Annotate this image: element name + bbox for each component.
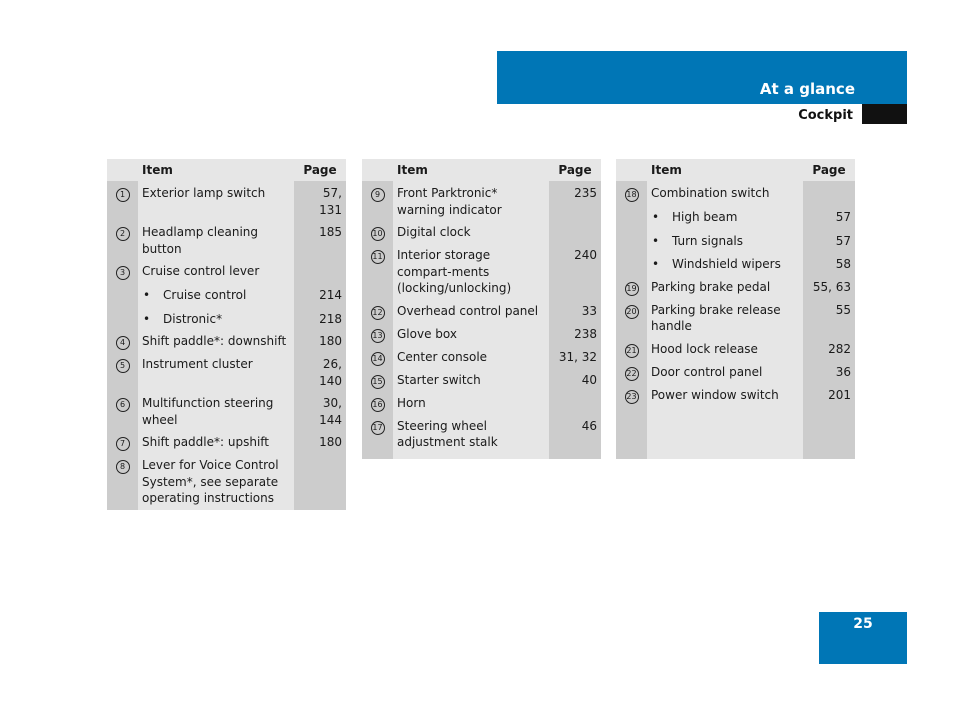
item-label: Shift paddle*: upshift — [142, 435, 270, 449]
item-label: Center console — [397, 349, 488, 364]
table-row — [616, 361, 855, 384]
item-number-cell — [107, 431, 138, 454]
table-row — [107, 330, 346, 353]
page-ref: 185 — [294, 221, 346, 260]
table-row — [107, 454, 346, 510]
item-number-cell — [362, 244, 393, 300]
item-cell — [393, 415, 549, 454]
item-label: Front Parktronic* warning indicator — [397, 186, 502, 217]
circled-number: 3 — [116, 266, 130, 280]
page-ref: 214 — [294, 283, 346, 307]
page-ref: 201 — [803, 384, 855, 407]
item-number-cell — [362, 221, 393, 244]
table-row — [107, 353, 346, 392]
table-header-row — [107, 159, 346, 181]
table-row — [616, 299, 855, 338]
item-label: Door control panel — [651, 364, 763, 379]
page-ref: 238 — [549, 323, 601, 346]
circled-number: 19 — [625, 282, 639, 296]
item-cell — [393, 369, 549, 392]
circled-number: 9 — [371, 188, 385, 202]
page-ref: 57, 131 — [294, 181, 346, 221]
item-number-cell — [362, 181, 393, 221]
item-cell — [647, 229, 803, 253]
table-row — [362, 181, 601, 221]
page-ref: 235 — [549, 181, 601, 221]
item-cell — [138, 454, 294, 510]
header-item: Item — [647, 159, 803, 181]
item-cell — [138, 431, 294, 454]
filler-row — [616, 407, 855, 460]
circled-number: 2 — [116, 227, 130, 241]
item-cell — [138, 181, 294, 221]
table-row — [616, 276, 855, 299]
page-ref: 40 — [549, 369, 601, 392]
sub-item-row — [616, 252, 855, 276]
circled-number: 11 — [371, 250, 385, 264]
sub-item-row — [107, 283, 346, 307]
item-cell — [393, 221, 549, 244]
item-cell — [393, 244, 549, 300]
item-cell — [393, 181, 549, 221]
subsection-tab — [862, 104, 907, 124]
filler-cell — [549, 454, 601, 460]
item-number-cell — [362, 392, 393, 415]
item-cell — [647, 181, 803, 205]
circled-number: 10 — [371, 227, 385, 241]
item-label: Cruise control lever — [142, 264, 260, 278]
table-row — [616, 384, 855, 407]
table-header-row — [616, 159, 855, 181]
page-ref: 180 — [294, 330, 346, 353]
page-ref: 33 — [549, 300, 601, 323]
table-row — [107, 260, 346, 283]
page-ref — [803, 181, 855, 205]
circled-number: 13 — [371, 329, 385, 343]
item-number-cell — [107, 392, 138, 431]
item-cell — [647, 299, 803, 338]
bullet-icon: • — [652, 210, 660, 224]
item-number-cell — [107, 307, 138, 331]
item-label: High beam — [672, 210, 738, 224]
item-number-cell — [616, 229, 647, 253]
page-ref — [294, 454, 346, 510]
circled-number: 12 — [371, 306, 385, 320]
page-ref: 30, 144 — [294, 392, 346, 431]
item-cell — [647, 205, 803, 229]
bullet-icon: • — [143, 311, 151, 326]
index-table-3 — [616, 159, 855, 459]
item-number-cell — [107, 454, 138, 510]
page-ref — [294, 260, 346, 283]
circled-number: 18 — [625, 188, 639, 202]
item-cell — [647, 338, 803, 361]
item-label: Overhead control panel — [397, 303, 539, 318]
filler-cell — [803, 407, 855, 460]
item-cell — [647, 361, 803, 384]
subsection-label: Cockpit — [798, 108, 853, 123]
filler-cell — [393, 454, 549, 460]
page-ref: 55, 63 — [803, 276, 855, 299]
item-label: Turn signals — [672, 233, 744, 248]
bullet-icon: • — [652, 233, 660, 248]
table-row — [362, 415, 601, 454]
item-label: Exterior lamp switch — [142, 186, 266, 200]
item-label: Glove box — [397, 326, 457, 341]
table-row — [362, 221, 601, 244]
item-label: Windshield wipers — [672, 257, 781, 271]
circled-number: 21 — [625, 344, 639, 358]
circled-number: 7 — [116, 437, 130, 451]
page-ref — [549, 392, 601, 415]
table-row — [107, 431, 346, 454]
circled-number: 6 — [116, 398, 130, 412]
circled-number: 4 — [116, 336, 130, 350]
item-label: Combination switch — [651, 186, 770, 200]
item-cell — [647, 276, 803, 299]
sub-item-row — [616, 229, 855, 253]
item-cell — [138, 260, 294, 283]
page-ref — [549, 221, 601, 244]
header-page: Page — [549, 159, 601, 181]
item-label: Distronic* — [163, 311, 223, 326]
filler-cell — [647, 407, 803, 460]
header-page: Page — [294, 159, 346, 181]
item-number-cell — [362, 346, 393, 369]
page-ref: 46 — [549, 415, 601, 454]
item-number-cell — [616, 205, 647, 229]
circled-number: 20 — [625, 305, 639, 319]
item-label: Starter switch — [397, 372, 481, 387]
section-title: At a glance — [759, 80, 855, 98]
item-cell — [138, 330, 294, 353]
page-ref: 218 — [294, 307, 346, 331]
table-row — [616, 181, 855, 205]
item-number-cell — [616, 299, 647, 338]
item-label: Lever for Voice Control System*, see separate operating instructions — [142, 458, 279, 505]
item-label: Parking brake pedal — [651, 279, 771, 294]
page-ref: 57 — [803, 205, 855, 229]
page-number-box — [819, 612, 907, 664]
item-number-cell — [616, 276, 647, 299]
item-cell — [647, 384, 803, 407]
item-cell — [393, 300, 549, 323]
item-number-cell — [107, 260, 138, 283]
table-row — [362, 300, 601, 323]
header-num-cell — [616, 159, 647, 181]
item-cell — [393, 323, 549, 346]
item-number-cell — [362, 323, 393, 346]
item-cell — [647, 252, 803, 276]
item-number-cell — [616, 361, 647, 384]
item-label: Interior storage compart-ments (locking/unlocking) — [397, 248, 512, 295]
item-number-cell — [362, 369, 393, 392]
item-label: Parking brake release handle — [651, 302, 781, 333]
circled-number: 15 — [371, 375, 385, 389]
item-label: Digital clock — [397, 225, 471, 239]
page-ref: 26, 140 — [294, 353, 346, 392]
header-item: Item — [138, 159, 294, 181]
item-cell — [138, 283, 294, 307]
item-number-cell — [107, 221, 138, 260]
item-label: Multifunction steering wheel — [142, 396, 274, 427]
page-ref: 36 — [803, 361, 855, 384]
index-table-2 — [362, 159, 601, 459]
item-cell — [138, 307, 294, 331]
index-table-1 — [107, 159, 346, 510]
table-row — [362, 244, 601, 300]
item-cell — [138, 353, 294, 392]
bullet-icon: • — [652, 257, 660, 271]
item-label: Hood lock release — [651, 341, 758, 356]
sub-item-row — [107, 307, 346, 331]
item-number-cell — [616, 252, 647, 276]
circled-number: 23 — [625, 390, 639, 404]
item-number-cell — [362, 415, 393, 454]
page-ref: 282 — [803, 338, 855, 361]
page-number: 25 — [853, 616, 873, 632]
header-page: Page — [803, 159, 855, 181]
item-label: Steering wheel adjustment stalk — [397, 418, 498, 449]
page-ref: 58 — [803, 252, 855, 276]
item-number-cell — [107, 283, 138, 307]
circled-number: 22 — [625, 367, 639, 381]
circled-number: 14 — [371, 352, 385, 366]
subsection-row — [497, 104, 907, 124]
table-row — [616, 338, 855, 361]
circled-number: 1 — [116, 188, 130, 202]
circled-number: 5 — [116, 359, 130, 373]
item-label: Horn — [397, 395, 426, 410]
item-label: Cruise control — [163, 288, 247, 302]
table-row — [107, 181, 346, 221]
item-label: Shift paddle*: downshift — [142, 334, 287, 348]
item-label: Instrument cluster — [142, 357, 253, 371]
filler-row — [362, 454, 601, 460]
page-ref: 240 — [549, 244, 601, 300]
header-item: Item — [393, 159, 549, 181]
table-row — [362, 369, 601, 392]
item-number-cell — [616, 181, 647, 205]
filler-cell — [362, 454, 393, 460]
item-label: Headlamp cleaning button — [142, 225, 259, 256]
circled-number: 8 — [116, 460, 130, 474]
header-num-cell — [107, 159, 138, 181]
item-number-cell — [362, 300, 393, 323]
table-header-row — [362, 159, 601, 181]
page-ref: 57 — [803, 229, 855, 253]
item-cell — [393, 346, 549, 369]
page-ref: 55 — [803, 299, 855, 338]
item-number-cell — [616, 338, 647, 361]
page-ref: 31, 32 — [549, 346, 601, 369]
table-row — [107, 221, 346, 260]
circled-number: 17 — [371, 421, 385, 435]
header-num-cell — [362, 159, 393, 181]
item-cell — [393, 392, 549, 415]
item-number-cell — [616, 384, 647, 407]
sub-item-row — [616, 205, 855, 229]
table-row — [362, 392, 601, 415]
item-number-cell — [107, 181, 138, 221]
table-row — [107, 392, 346, 431]
circled-number: 16 — [371, 398, 385, 412]
bullet-icon: • — [143, 288, 151, 302]
page-ref: 180 — [294, 431, 346, 454]
table-row — [362, 346, 601, 369]
item-cell — [138, 221, 294, 260]
item-number-cell — [107, 353, 138, 392]
item-number-cell — [107, 330, 138, 353]
item-cell — [138, 392, 294, 431]
table-row — [362, 323, 601, 346]
item-label: Power window switch — [651, 387, 779, 402]
filler-cell — [616, 407, 647, 460]
